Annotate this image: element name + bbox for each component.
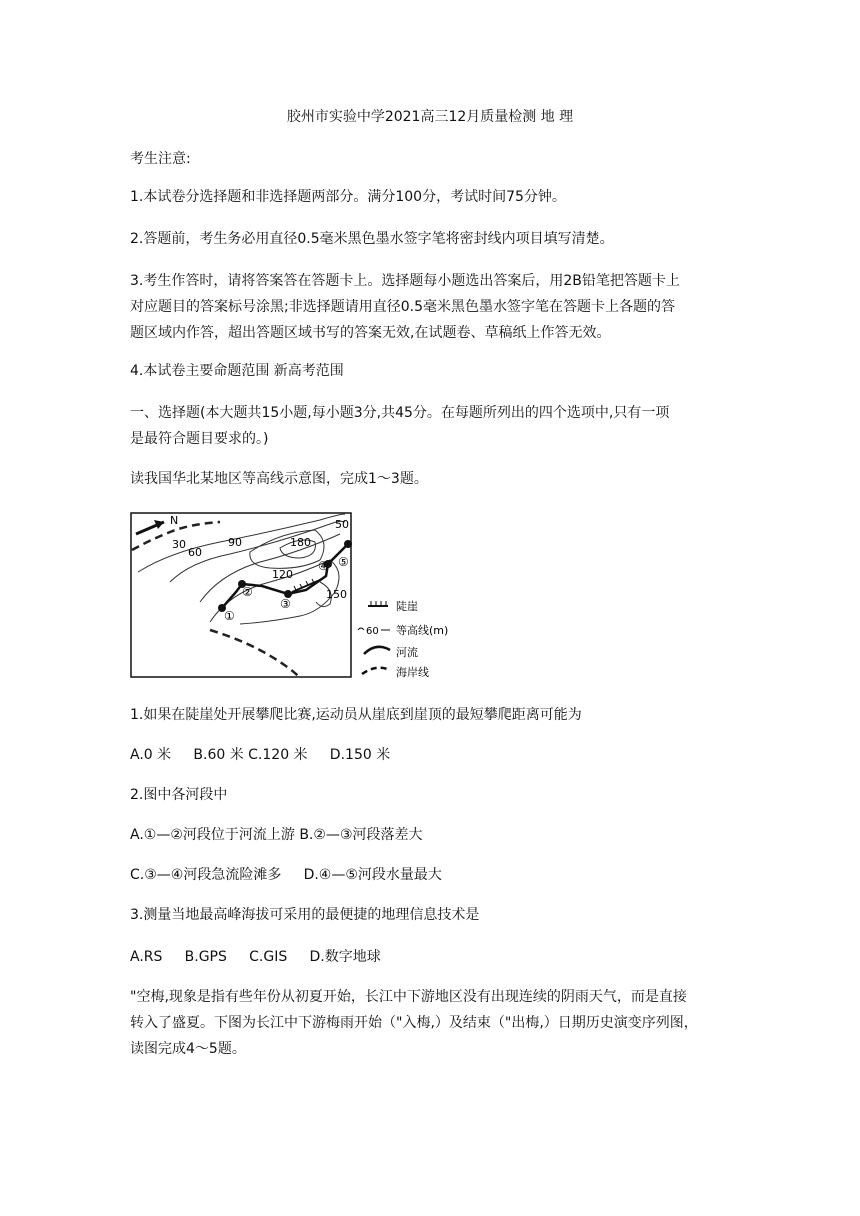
question-1-options: A.0 米 B.60 米 C.120 米 D.150 米 (130, 747, 391, 763)
legend-contour-sample: 60 (366, 626, 379, 637)
notice-heading: 考生注意: (130, 151, 191, 167)
question-2-options-a: A.①—②河段位于河流上游 B.②—③河段落差大 (130, 827, 423, 843)
contour-label: 60 (188, 546, 202, 559)
contour-label: 120 (272, 568, 293, 581)
notice-item-1: 1.本试卷分选择题和非选择题两部分。满分100分，考试时间75分钟。 (130, 189, 566, 205)
contour-label: 180 (290, 536, 311, 549)
legend-river: 河流 (396, 646, 418, 659)
passage-line-1: "空梅,现象是指有些年份从初夏开始，长江中下游地区没有出现连续的阴雨天气，而是直接 (130, 989, 687, 1005)
question-3-options: A.RS B.GPS C.GIS D.数字地球 (130, 949, 381, 965)
passage-line-3: 读图完成4～5题。 (130, 1041, 246, 1057)
contour-label: 150 (326, 588, 347, 601)
river-point-4: ④ (318, 559, 329, 573)
notice-item-3c: 题区域内作答，超出答题区域书写的答案无效,在试题卷、草稿纸上作答无效。 (130, 325, 611, 341)
question-1-stem: 1.如果在陡崖处开展攀爬比赛,运动员从崖底到崖顶的最短攀爬距离可能为 (130, 707, 582, 723)
question-2-options-b: C.③—④河段急流险滩多 D.④—⑤河段水量最大 (130, 867, 442, 883)
notice-item-3a: 3.考生作答时，请将答案答在答题卡上。选择题每小题选出答案后，用2B铅笔把答题卡上 (130, 273, 680, 289)
contour-map (130, 512, 452, 680)
river-point-2: ② (242, 585, 253, 599)
contour-label: 30 (172, 538, 186, 551)
contour-label: 90 (228, 536, 242, 549)
legend-contour: 等高线(m) (396, 624, 449, 637)
passage-line-2: 转入了盛夏。下图为长江中下游梅雨开始（"入梅,）及结束（"出梅,）日期历史演变序列图， (130, 1015, 698, 1031)
river-point-5: ⑤ (338, 555, 349, 569)
notice-item-4: 4.本试卷主要命题范围 新高考范围 (130, 363, 344, 379)
contour-label: 50 (335, 518, 349, 531)
notice-item-2: 2.答题前，考生务必用直径0.5毫米黑色墨水签字笔将密封线内项目填写清楚。 (130, 231, 614, 247)
question-2-stem: 2.图中各河段中 (130, 787, 228, 803)
section-heading-1: 一、选择题(本大题共15小题,每小题3分,共45分。在每题所列出的四个选项中,只有一项 (130, 405, 670, 421)
north-label: N (170, 514, 179, 527)
legend-cliff: 陡崖 (396, 600, 418, 613)
page-title: 胶州市实验中学2021高三12月质量检测 地 理 (286, 109, 574, 125)
notice-item-3b: 对应题目的答案标号涂黑;非选择题请用直径0.5毫米黑色墨水签字笔在答题卡上各题的答 (130, 299, 675, 315)
section-intro: 读我国华北某地区等高线示意图，完成1～3题。 (130, 471, 428, 487)
section-heading-2: 是最符合题目要求的。) (130, 431, 269, 447)
legend-coast: 海岸线 (396, 666, 429, 679)
river-point-1: ① (224, 609, 235, 623)
question-3-stem: 3.测量当地最高峰海拔可采用的最便捷的地理信息技术是 (130, 907, 480, 923)
river-point-3: ③ (280, 597, 291, 611)
